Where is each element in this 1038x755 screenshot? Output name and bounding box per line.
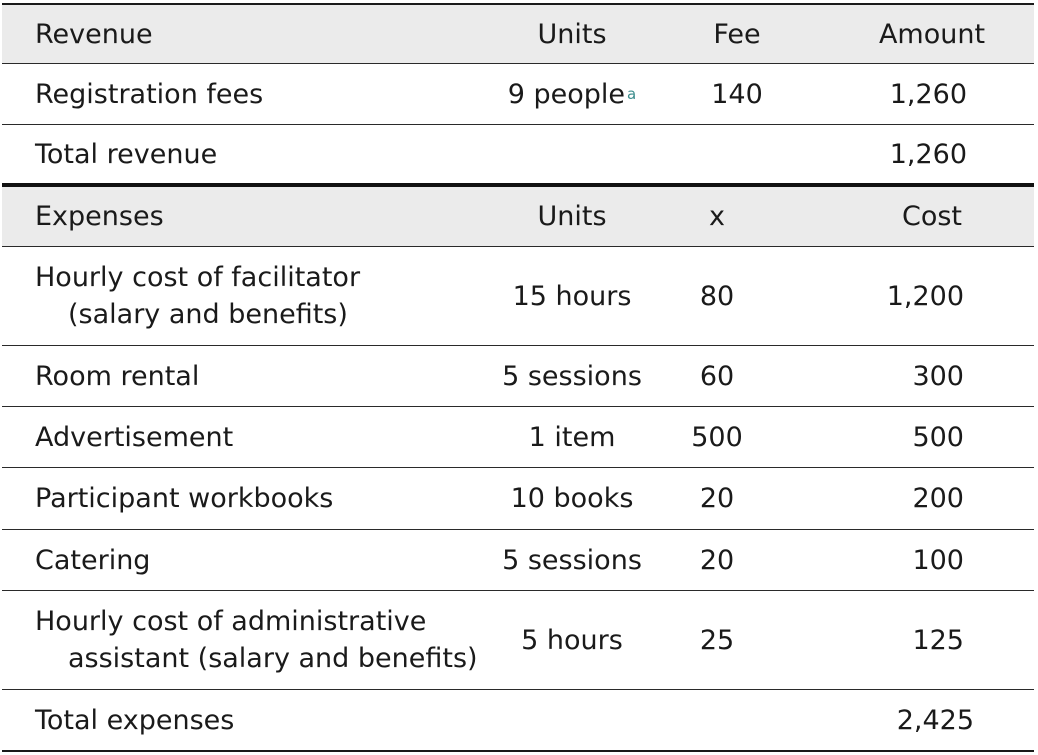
row-units: 1 item <box>528 421 616 453</box>
row-fee: 60 <box>699 360 735 392</box>
row-label: Room rental <box>35 360 200 392</box>
expenses-header-units: Units <box>537 201 607 232</box>
table-row <box>2 530 1034 591</box>
row-label-line2: assistant (salary and benefits) <box>68 643 478 674</box>
row-amount <box>812 64 967 124</box>
revenue-header-amount <box>842 5 1022 63</box>
table-row <box>2 247 1034 346</box>
revenue-header-units: Units <box>537 18 607 50</box>
expenses-header-x: x <box>709 201 725 232</box>
expenses-header-cost <box>842 187 1022 246</box>
row-fee: 140 <box>711 78 763 110</box>
row-amount-text: 100 <box>912 544 964 576</box>
row-fee: 80 <box>699 280 735 312</box>
row-units: 5 hours <box>521 624 623 656</box>
row-amount <box>812 468 964 529</box>
table-row <box>2 591 1034 690</box>
row-amount <box>812 407 964 467</box>
row-units: 5 sessions <box>502 360 642 392</box>
row-units: 10 books <box>510 483 634 514</box>
row-label: Catering <box>35 544 151 576</box>
row-label-line2: (salary and benefits) <box>68 299 348 330</box>
row-amount <box>812 530 964 590</box>
row-amount-text: 300 <box>912 360 964 392</box>
table-row <box>2 407 1034 468</box>
total-expenses-label: Total expenses <box>35 704 235 736</box>
row-amount <box>812 591 964 689</box>
total-revenue-amount <box>812 125 967 183</box>
row-label-line1: Hourly cost of administrative <box>35 606 427 637</box>
row-fee: 500 <box>691 421 743 453</box>
row-label: Registration fees <box>35 78 264 110</box>
row-amount-text: 500 <box>912 421 964 453</box>
budget-table <box>2 3 1034 752</box>
row-fee: 20 <box>699 544 735 576</box>
total-expenses-row <box>2 690 1034 752</box>
row-label <box>35 591 478 689</box>
row-label-line1: Hourly cost of facilitator <box>35 262 361 293</box>
total-expenses-amount-text: 2,425 <box>896 704 974 736</box>
row-fee: 20 <box>699 483 735 514</box>
row-amount-text: 1,200 <box>886 280 964 312</box>
row-label: Advertisement <box>35 421 234 453</box>
total-revenue-row <box>2 125 1034 187</box>
row-amount-text: 200 <box>912 483 964 514</box>
row-label: Participant workbooks <box>35 483 334 514</box>
row-label <box>35 247 465 345</box>
expenses-header-label: Expenses <box>35 201 164 232</box>
row-amount <box>812 247 964 345</box>
revenue-header-amount-text: Amount <box>878 18 986 50</box>
table-row <box>2 468 1034 530</box>
table-row <box>2 64 1034 125</box>
table-row <box>2 346 1034 407</box>
row-amount <box>812 346 964 406</box>
revenue-header-label: Revenue <box>35 18 153 50</box>
row-units: 9 people a <box>447 64 697 124</box>
total-revenue-amount-text: 1,260 <box>889 138 967 170</box>
revenue-header-fee: Fee <box>713 18 761 50</box>
row-amount-text: 1,260 <box>889 78 967 110</box>
row-units-text: 9 people <box>507 78 626 110</box>
row-units: 15 hours <box>512 280 632 312</box>
expenses-header-cost-text: Cost <box>901 201 963 232</box>
total-revenue-label: Total revenue <box>35 138 218 170</box>
row-amount-text: 125 <box>912 624 964 656</box>
row-fee: 25 <box>699 624 735 656</box>
total-expenses-amount <box>812 690 974 750</box>
row-units: 5 sessions <box>502 544 642 576</box>
expenses-header-row <box>2 187 1034 247</box>
revenue-header-row <box>2 3 1034 64</box>
